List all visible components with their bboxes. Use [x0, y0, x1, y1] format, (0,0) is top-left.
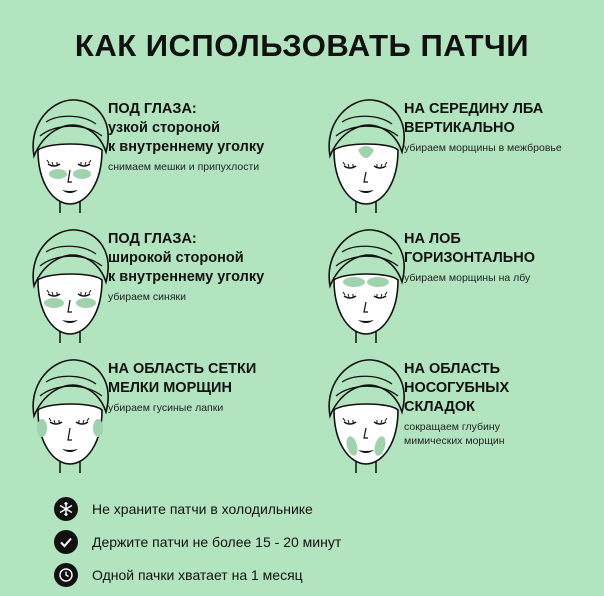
card-heading: НА СЕРЕДИНУ ЛБА ВЕРТИКАЛЬНО [404, 101, 544, 136]
card-heading-detail: узкой стороной к внутреннему уголку [108, 120, 265, 155]
card-mid-forehead-vertical [320, 92, 604, 217]
clock-icon [54, 563, 78, 587]
card-under-eyes-narrow [24, 92, 324, 217]
face-illustration [320, 92, 410, 214]
card-description: сокращаем глубину мимических морщин [404, 421, 505, 447]
tip-item [54, 494, 574, 524]
card-under-eyes-wide [24, 222, 324, 347]
face-illustration [24, 92, 114, 214]
face-illustration [24, 352, 114, 474]
face-illustration [320, 352, 410, 474]
card-forehead-horizontal [320, 222, 604, 347]
card-crow-feet-area [24, 352, 324, 477]
face-illustration [24, 222, 114, 344]
tip-item [54, 527, 574, 557]
tip-text: Не храните патчи в холодильнике [92, 501, 313, 517]
card-heading: ПОД ГЛАЗА: [108, 231, 197, 247]
face-illustration [320, 222, 410, 344]
card-heading: НА ОБЛАСТЬ СЕТКИ МЕЛКИ МОРЩИН [108, 361, 257, 396]
card-description: убираем морщины в межбровье [404, 142, 562, 154]
check-icon [54, 530, 78, 554]
card-description: снимаем мешки и припухлости [108, 161, 260, 173]
card-heading: НА ОБЛАСТЬ НОСОГУБНЫХ СКЛАДОК [404, 361, 510, 415]
tip-text: Держите патчи не более 15 - 20 минут [92, 534, 342, 550]
card-description: убираем гусиные лапки [108, 402, 224, 414]
card-heading: НА ЛОБ ГОРИЗОНТАЛЬНО [404, 231, 535, 266]
card-description: убираем морщины на лбу [404, 272, 531, 284]
tip-text: Одной пачки хватает на 1 месяц [92, 567, 303, 583]
tip-item [54, 560, 574, 590]
tips-list [54, 494, 574, 593]
card-nasolabial-folds [320, 352, 604, 477]
card-heading: ПОД ГЛАЗА: [108, 101, 197, 117]
card-heading-detail: широкой стороной к внутреннему уголку [108, 250, 265, 285]
page-title: КАК ИСПОЛЬЗОВАТЬ ПАТЧИ [74, 28, 530, 63]
snowflake-icon [54, 497, 78, 521]
card-description: убираем синяки [108, 291, 186, 303]
